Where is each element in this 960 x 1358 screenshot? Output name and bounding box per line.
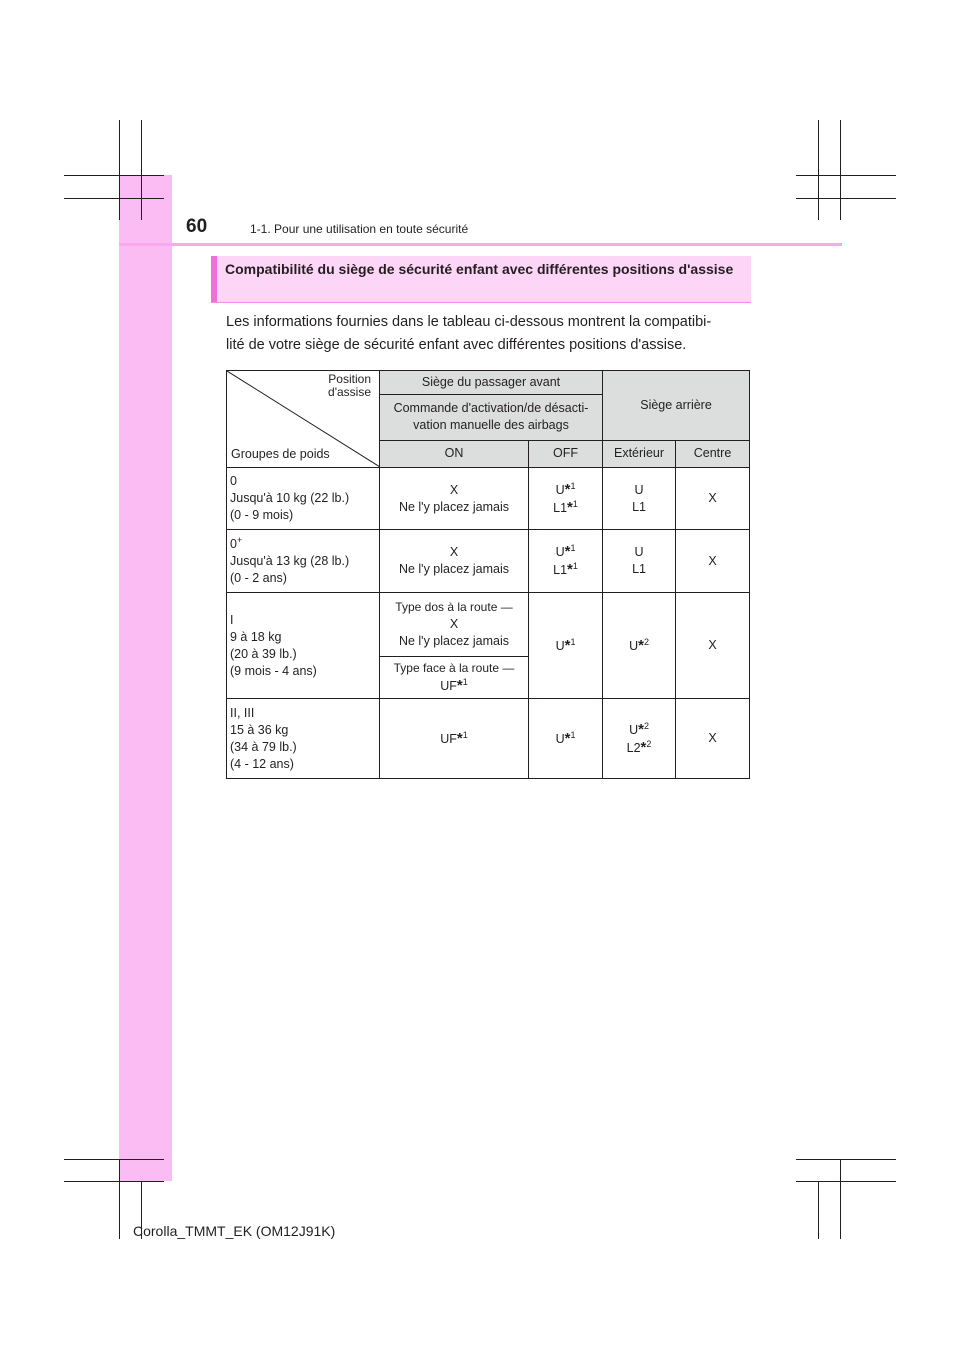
- cell-centre: X: [676, 593, 750, 699]
- header-front-seat: Siège du passager avant: [380, 371, 603, 395]
- cell-off: U*$^1$ L1*$^1$: [529, 530, 603, 593]
- cell-exterior: U*$^2$ L2*$^2$: [603, 699, 676, 779]
- cell-exterior: U L1: [603, 530, 676, 593]
- cell-off: U*$^1$: [529, 699, 603, 779]
- crop-mark: [840, 1159, 841, 1239]
- crop-mark: [818, 1181, 819, 1239]
- header-exterior: Extérieur: [603, 440, 676, 467]
- crop-mark: [141, 120, 142, 220]
- section-heading-bar: [211, 256, 217, 302]
- footnote-star: *: [567, 561, 573, 578]
- crop-mark: [796, 1181, 896, 1182]
- footnote-star: *: [564, 543, 571, 560]
- cell-on: X Ne l'y placez jamais: [380, 530, 529, 593]
- footnote-star: *: [564, 480, 571, 498]
- footnote-star: *: [638, 636, 644, 654]
- weight-group-cell: I 9 à 18 kg (20 à 39 lb.) (9 mois - 4 ans): [227, 593, 380, 699]
- header-airbag-control: Commande d'activation/de désacti- vation manuelle des airbags: [380, 395, 603, 440]
- crop-mark: [818, 120, 819, 220]
- footnote-star: *: [564, 636, 571, 654]
- chapter-title: 1-1. Pour une utilisation en toute sécurité: [250, 222, 469, 236]
- header-centre: Centre: [676, 440, 750, 467]
- header-rule: [119, 243, 842, 246]
- cell-centre: X: [676, 699, 750, 779]
- table-corner-cell: [227, 371, 380, 468]
- cell-on: UF*$^1$: [380, 699, 529, 779]
- page-number: 60: [186, 216, 208, 237]
- footnote-star: *: [456, 677, 463, 694]
- intro-paragraph: [226, 311, 746, 357]
- footer-doc-id: Corolla_TMMT_EK (OM12J91K): [133, 1223, 336, 1239]
- cell-off: U*$^1$ L1*$^1$: [529, 468, 603, 530]
- intro-line: lité de votre siège de sécurité enfant avec différentes positions d'assise.: [226, 337, 687, 353]
- crop-mark: [119, 120, 120, 220]
- header-off: OFF: [529, 440, 603, 467]
- table-row: [227, 530, 750, 593]
- chapter-tab-strip: [119, 175, 172, 1181]
- section-heading-box: [211, 256, 751, 303]
- crop-mark: [64, 198, 164, 199]
- corner-position-label: Position d'assise: [328, 372, 371, 399]
- table-row: [227, 593, 750, 657]
- weight-group-cell: 0+ Jusqu'à 13 kg (28 lb.) (0 - 2 ans): [227, 530, 380, 593]
- weight-group-cell: II, III 15 à 36 kg (34 à 79 lb.) (4 - 12 ans): [227, 699, 380, 779]
- intro-line: Les informations fournies dans le tableau ci-dessous montrent la compatibi-: [226, 314, 712, 330]
- footnote-star: *: [640, 738, 647, 756]
- crop-mark: [840, 120, 841, 220]
- crop-mark: [64, 175, 164, 176]
- crop-mark: [64, 1159, 164, 1160]
- header-rear-seat: Siège arrière: [603, 371, 750, 441]
- crop-mark: [796, 198, 896, 199]
- crop-mark: [796, 1159, 896, 1160]
- weight-group-cell: 0 Jusqu'à 10 kg (22 lb.) (0 - 9 mois): [227, 468, 380, 530]
- footnote-star: *: [456, 729, 463, 747]
- crop-mark: [796, 175, 896, 176]
- section-title: Compatibilité du siège de sécurité enfant avec différentes positions d'assise: [225, 261, 734, 277]
- corner-groups-label: Groupes de poids: [231, 447, 330, 461]
- crop-mark: [64, 1181, 164, 1182]
- table-row: [227, 699, 750, 779]
- crop-mark: [119, 1159, 120, 1239]
- cell-off: U*$^1$: [529, 593, 603, 699]
- cell-centre: X: [676, 468, 750, 530]
- table-row: [227, 468, 750, 530]
- footnote-star: *: [567, 498, 573, 516]
- cell-on: X Ne l'y placez jamais: [380, 468, 529, 530]
- header-on: ON: [380, 440, 529, 467]
- cell-on-rear-facing: Type dos à la route — X Ne l'y placez jamais: [380, 593, 529, 657]
- cell-on-forward-facing: Type face à la route — UF*$^1$: [380, 657, 529, 699]
- cell-exterior: U L1: [603, 468, 676, 530]
- compatibility-table: [226, 370, 750, 779]
- cell-centre: X: [676, 530, 750, 593]
- footnote-star: *: [564, 729, 571, 747]
- footnote-star: *: [638, 720, 644, 738]
- cell-exterior: U*$^2$: [603, 593, 676, 699]
